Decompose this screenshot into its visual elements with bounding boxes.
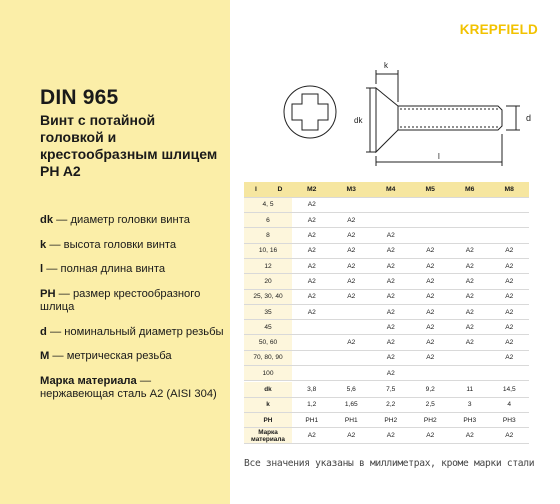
material-cell: A2 [411,258,451,273]
spec-value: 2,2 [371,397,411,412]
spec-value: 9,2 [411,382,451,397]
material-cell [371,197,411,212]
material-cell: A2 [332,274,372,289]
table-row [244,197,529,212]
material-cell: A2 [411,289,451,304]
material-cell: A2 [371,350,411,365]
definition-text: — диаметр головки винта [53,214,190,226]
length-cell: 45 [244,320,292,335]
definition-text: — метрическая резьба [49,350,172,362]
material-cell: A2 [490,335,530,350]
label-l: l [438,152,440,161]
header-l: l [244,182,268,197]
screw-side-view [366,70,520,166]
material-cell [292,366,332,381]
material-cell [450,366,490,381]
dimensions-table [244,382,529,444]
material-cell: A2 [292,243,332,258]
material-cell [332,197,372,212]
table-row [244,304,529,319]
footnote: Все значения указаны в миллиметрах, кроме марки стали [244,458,535,469]
length-cell: 50, 60 [244,335,292,350]
spec-row [244,428,529,443]
material-cell: A2 [371,289,411,304]
material-cell: A2 [450,274,490,289]
spec-value: 3 [450,397,490,412]
page-title: DIN 965 [40,86,119,109]
definition-term: PH [40,287,56,300]
spec-value: PH2 [371,413,411,428]
spec-value: A2 [371,428,411,443]
material-cell [332,304,372,319]
definition-text: — размер крестообразного шлица [40,287,201,313]
material-cell: A2 [332,243,372,258]
table-row [244,243,529,258]
spec-value: A2 [490,428,530,443]
definition-item [40,288,225,315]
spec-value: PH2 [411,413,451,428]
material-cell [411,213,451,228]
definition-item [40,350,225,364]
definition-item [40,326,225,340]
spec-value: 4 [490,397,530,412]
availability-table [244,182,529,381]
material-cell: A2 [371,228,411,243]
material-cell: A2 [411,274,451,289]
material-cell: A2 [411,320,451,335]
spec-value: 1,65 [332,397,372,412]
spec-row [244,382,529,397]
length-cell: 70, 80, 90 [244,350,292,365]
length-cell: 8 [244,228,292,243]
material-cell [332,366,372,381]
material-cell: A2 [490,258,530,273]
table-row [244,350,529,365]
label-k: k [384,61,388,70]
definition-item [40,214,225,228]
length-cell: 35 [244,304,292,319]
header-size: M5 [411,182,451,197]
brand-logo: KREPFIELD [459,22,538,37]
material-cell: A2 [332,213,372,228]
spec-value: PH3 [450,413,490,428]
material-cell [450,213,490,228]
table-row [244,335,529,350]
spec-value: A2 [450,428,490,443]
length-cell: 100 [244,366,292,381]
material-cell: A2 [332,228,372,243]
material-cell [292,350,332,365]
length-cell: 12 [244,258,292,273]
length-cell: 6 [244,213,292,228]
spec-value: 5,6 [332,382,372,397]
material-cell [450,228,490,243]
spec-panel [230,0,560,504]
material-cell: A2 [490,350,530,365]
spec-label: k [244,397,292,412]
material-cell [450,350,490,365]
material-cell: A2 [411,304,451,319]
material-cell [490,366,530,381]
table-row [244,213,529,228]
spec-value: A2 [332,428,372,443]
spec-label: dk [244,382,292,397]
spec-value: 14,5 [490,382,530,397]
definition-item [40,239,225,253]
spec-label: PH [244,413,292,428]
screw-drawing [230,48,560,178]
header-size: M4 [371,182,411,197]
material-cell: A2 [292,258,332,273]
spec-value: 2,5 [411,397,451,412]
spec-value: A2 [411,428,451,443]
material-cell [332,320,372,335]
table-header-row [244,182,529,197]
definitions-list [40,214,225,413]
spec-value: PH3 [490,413,530,428]
material-cell: A2 [292,228,332,243]
material-cell: A2 [450,243,490,258]
table-row [244,274,529,289]
definition-term: k [40,238,47,251]
length-cell: 25, 30, 40 [244,289,292,304]
material-cell [490,197,530,212]
definition-text: — номинальный диаметр резьбы [46,325,224,338]
material-cell: A2 [292,213,332,228]
material-cell [490,228,530,243]
header-size: M2 [292,182,332,197]
spec-value: 11 [450,382,490,397]
spec-value: PH1 [332,413,372,428]
spec-value: 7,5 [371,382,411,397]
definition-term: l [40,263,44,275]
spec-value: 1,2 [292,397,332,412]
header-size: M3 [332,182,372,197]
material-cell: A2 [292,274,332,289]
material-cell: A2 [490,243,530,258]
material-cell: A2 [371,258,411,273]
table-row [244,258,529,273]
material-cell: A2 [490,289,530,304]
material-cell [292,335,332,350]
definition-item [40,375,225,402]
spec-value: PH1 [292,413,332,428]
material-cell: A2 [411,335,451,350]
screw-head-top-view [284,86,336,138]
material-cell: A2 [411,243,451,258]
material-cell: A2 [332,335,372,350]
material-cell: A2 [292,289,332,304]
header-size: M6 [450,182,490,197]
material-cell: A2 [490,274,530,289]
definition-text: — полная длина винта [43,263,166,275]
material-cell: A2 [332,258,372,273]
table-row [244,228,529,243]
material-cell [450,197,490,212]
spec-value: 3,8 [292,382,332,397]
material-cell: A2 [371,335,411,350]
spec-label: Марка материала [244,428,292,443]
material-cell [411,197,451,212]
definition-term: dk [40,214,54,226]
material-cell: A2 [371,366,411,381]
definition-text: — нержавеющая сталь А2 (AISI 304) [40,374,217,400]
header-size: M8 [490,182,530,197]
material-cell: A2 [411,350,451,365]
spec-value: A2 [292,428,332,443]
material-cell [411,228,451,243]
material-cell: A2 [371,274,411,289]
label-dk: dk [354,116,363,125]
label-d: d [526,113,532,123]
material-cell [292,320,332,335]
material-cell: A2 [450,304,490,319]
table-row [244,366,529,381]
material-cell [371,213,411,228]
definition-text: — высота головки винта [46,238,177,251]
definition-term: d [40,325,47,338]
material-cell: A2 [450,289,490,304]
spec-row [244,413,529,428]
material-cell: A2 [371,243,411,258]
length-cell: 4, 5 [244,197,292,212]
material-cell: A2 [450,258,490,273]
material-cell: A2 [292,197,332,212]
definition-term: Марка материала [40,374,137,387]
length-cell: 10, 16 [244,243,292,258]
material-cell: A2 [371,304,411,319]
material-cell: A2 [490,320,530,335]
material-cell [332,350,372,365]
page-subtitle: Винт с потайной головкой и крестообразным шлицем PH A2 [40,112,218,179]
material-cell: A2 [292,304,332,319]
table-row [244,320,529,335]
material-cell: A2 [450,320,490,335]
material-cell: A2 [371,320,411,335]
header-d: D [268,182,292,197]
info-panel [0,0,230,504]
definition-item [40,263,225,277]
spec-row [244,397,529,412]
table-row [244,289,529,304]
material-cell: A2 [490,304,530,319]
material-cell: A2 [332,289,372,304]
length-cell: 20 [244,274,292,289]
material-cell: A2 [450,335,490,350]
material-cell [490,213,530,228]
definition-term: M [40,350,50,362]
material-cell [411,366,451,381]
